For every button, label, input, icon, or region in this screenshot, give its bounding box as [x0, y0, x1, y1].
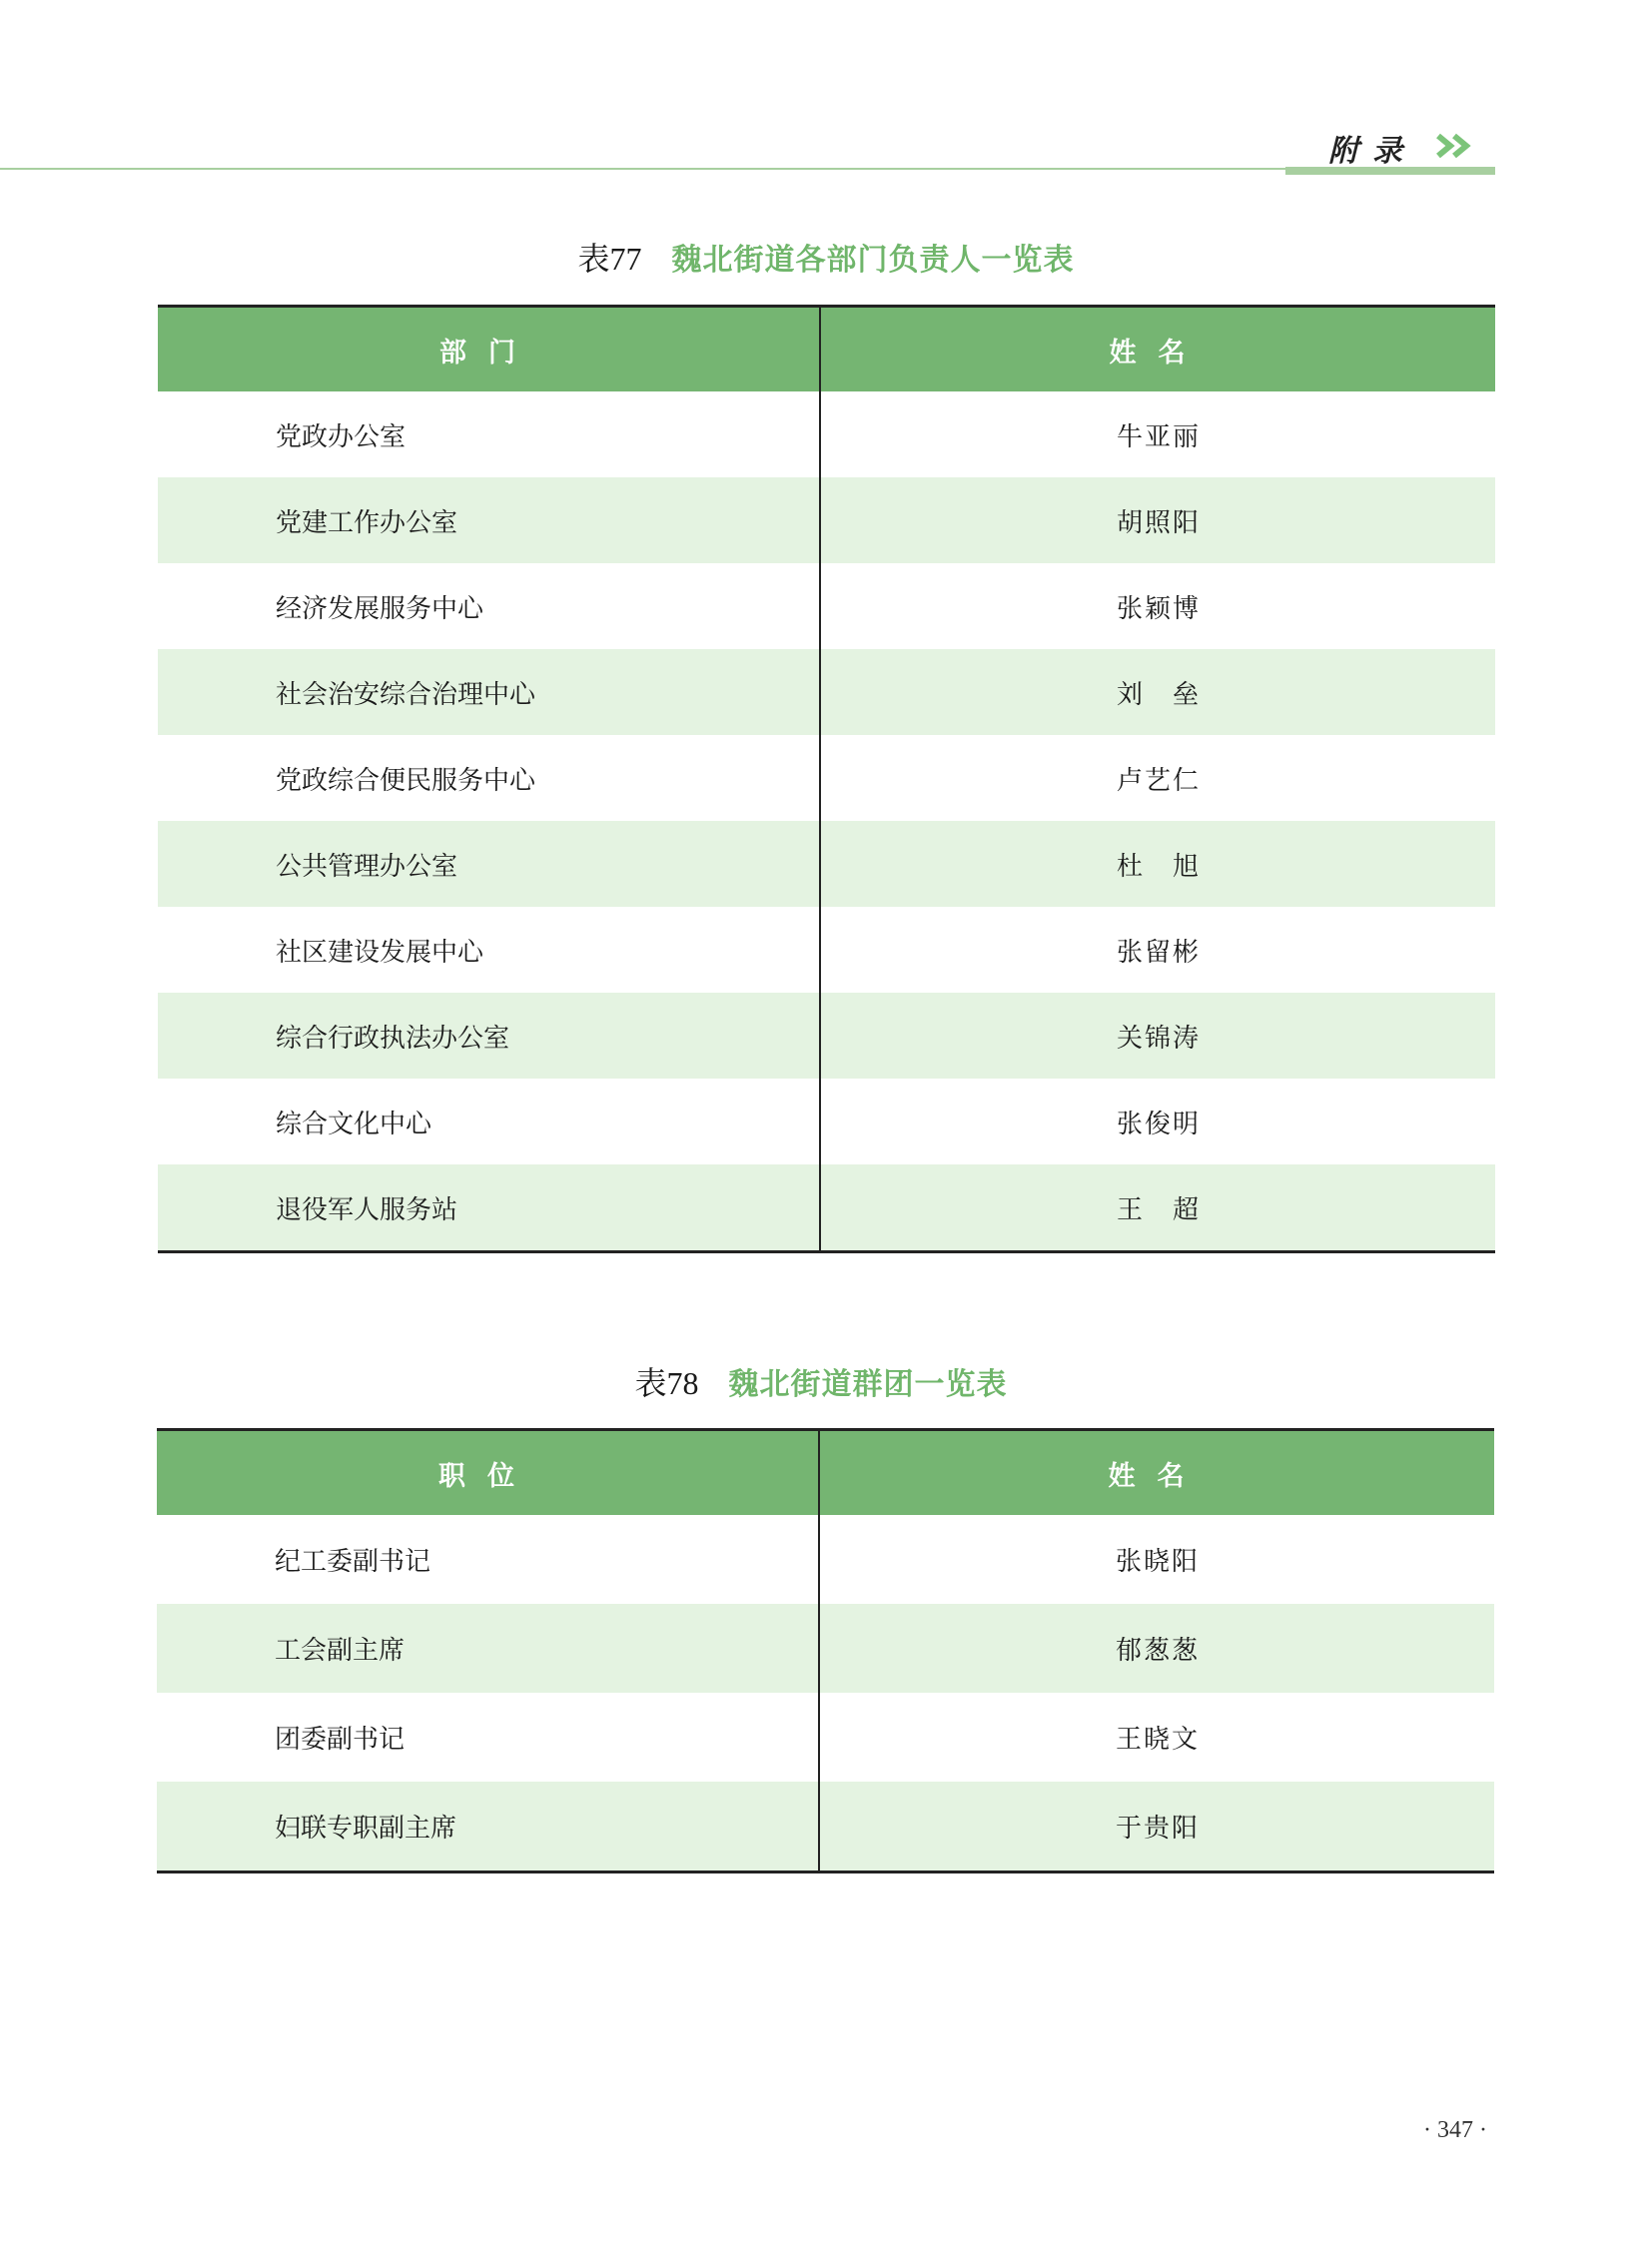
name-cell: 牛亚丽	[1117, 421, 1202, 452]
dept-cell: 党建工作办公室	[158, 477, 820, 563]
table77-title: 魏北街道各部门负责人一览表	[671, 243, 1075, 278]
name-cell: 杜 旭	[820, 821, 1495, 907]
name-cell: 卢艺仁	[1117, 765, 1202, 796]
table77-number: 表77	[577, 241, 642, 277]
name-cell: 张留彬	[1117, 937, 1202, 968]
position-cell: 纪工委副书记	[157, 1515, 819, 1604]
table-row	[158, 649, 1495, 735]
dept-cell: 党政办公室	[158, 391, 820, 477]
table-row	[158, 1164, 1495, 1252]
column-header-position: 职位	[157, 1430, 819, 1516]
dept-cell: 社会治安综合治理中心	[158, 649, 820, 735]
table-row	[157, 1693, 1494, 1782]
table78-caption	[0, 1358, 1647, 1404]
dept-cell: 公共管理办公室	[158, 821, 820, 907]
table-row	[158, 735, 1495, 821]
table-row	[158, 391, 1495, 477]
table-row	[158, 477, 1495, 563]
position-cell: 团委副书记	[157, 1693, 819, 1782]
header-rule	[0, 168, 1495, 170]
table78	[157, 1428, 1494, 1873]
name-cell: 张颖博	[1117, 593, 1202, 624]
dept-cell: 社区建设发展中心	[158, 907, 820, 993]
double-chevron-right-icon	[1434, 131, 1474, 161]
name-cell: 王 超	[820, 1164, 1495, 1252]
table-header-row	[157, 1430, 1494, 1516]
position-cell: 妇联专职副主席	[157, 1782, 819, 1872]
table77	[158, 305, 1495, 1253]
dept-cell: 退役军人服务站	[158, 1164, 820, 1252]
table-row	[157, 1782, 1494, 1872]
dept-cell: 经济发展服务中心	[158, 563, 820, 649]
dept-cell: 党政综合便民服务中心	[158, 735, 820, 821]
table-row	[157, 1515, 1494, 1604]
name-cell: 张俊明	[1117, 1109, 1202, 1139]
column-header-name: 姓名	[820, 307, 1495, 392]
column-header-name: 姓名	[819, 1430, 1494, 1516]
table77-caption	[0, 234, 1652, 280]
table-row	[158, 1079, 1495, 1164]
name-cell: 于贵阳	[819, 1782, 1494, 1872]
table-row	[158, 563, 1495, 649]
table-row	[158, 821, 1495, 907]
table78-title: 魏北街道群团一览表	[728, 1367, 1008, 1402]
table-row	[158, 993, 1495, 1079]
name-cell: 王晓文	[1116, 1725, 1201, 1755]
name-cell: 张晓阳	[1116, 1547, 1201, 1577]
position-cell: 工会副主席	[157, 1604, 819, 1693]
dept-cell: 综合文化中心	[158, 1079, 820, 1164]
name-cell: 关锦涛	[820, 993, 1495, 1079]
name-cell: 郁葱葱	[819, 1604, 1494, 1693]
name-cell: 胡照阳	[820, 477, 1495, 563]
dept-cell: 综合行政执法办公室	[158, 993, 820, 1079]
table-row	[158, 907, 1495, 993]
column-header-dept: 部门	[158, 307, 820, 392]
section-label: 附录	[1328, 134, 1416, 169]
table-row	[157, 1604, 1494, 1693]
page-number: · 347 ·	[1423, 2117, 1487, 2143]
name-cell: 刘 垒	[820, 649, 1495, 735]
table-header-row	[158, 307, 1495, 392]
table78-number: 表78	[634, 1365, 699, 1401]
